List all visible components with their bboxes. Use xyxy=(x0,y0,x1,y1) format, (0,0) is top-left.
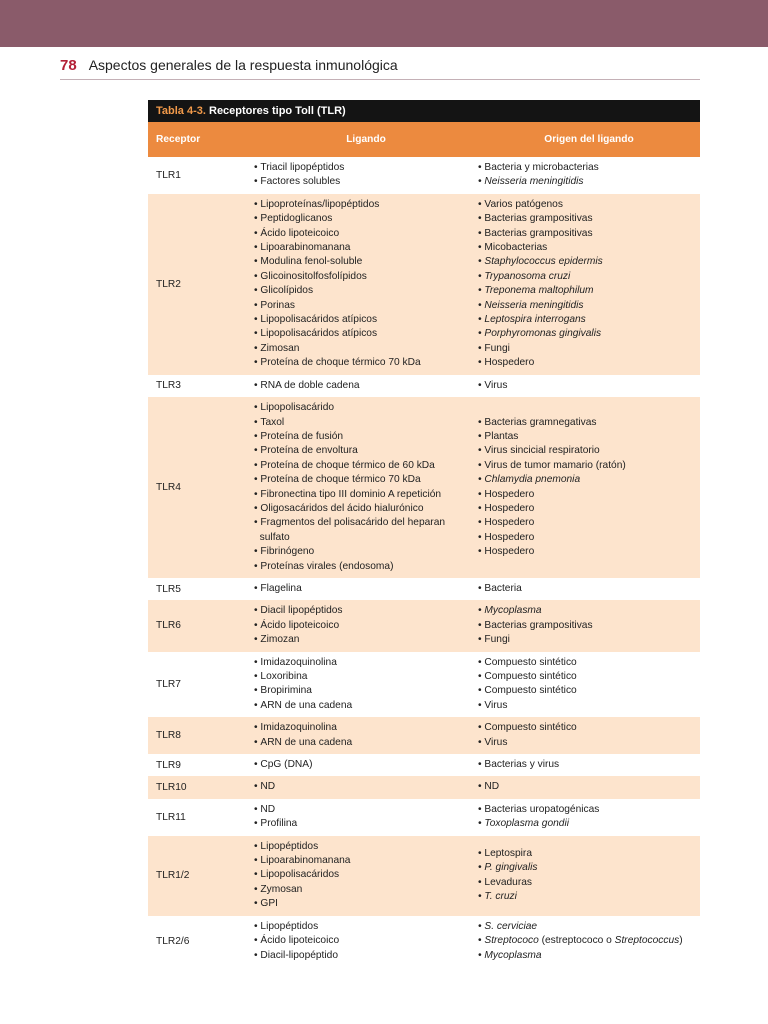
ligando-item: • Peptidoglicanos xyxy=(254,212,478,226)
receptor-cell: TLR10 xyxy=(148,776,254,798)
origen-cell xyxy=(478,375,700,397)
origen-item: • Bacterias uropatogénicas xyxy=(478,803,700,817)
ligando-item: • Proteína de fusión xyxy=(254,430,478,444)
origen-item: • Compuesto sintético xyxy=(478,684,700,698)
origen-item: • Levaduras xyxy=(478,876,700,890)
header-receptor: Receptor xyxy=(148,122,254,157)
origen-item: • Bacterias grampositivas xyxy=(478,227,700,241)
ligando-item: • Proteína de choque térmico 70 kDa xyxy=(254,473,478,487)
origen-item: • Bacterias grampositivas xyxy=(478,619,700,633)
receptor-cell: TLR1 xyxy=(148,157,254,194)
origen-item: • Hospedero xyxy=(478,356,700,370)
ligando-item: • Fragmentos del polisacárido del heparan xyxy=(254,516,478,530)
ligando-cell xyxy=(254,194,478,375)
table-row xyxy=(148,600,700,651)
origen-item: • Micobacterias xyxy=(478,241,700,255)
origen-item: • Virus sincicial respiratorio xyxy=(478,444,700,458)
origen-item: • Bacteria xyxy=(478,582,700,596)
origen-item: • Bacterias gramnegativas xyxy=(478,416,700,430)
origen-item: • Porphyromonas gingivalis xyxy=(478,327,700,341)
ligando-item: • Loxoribina xyxy=(254,670,478,684)
ligando-cell xyxy=(254,754,478,776)
ligando-item: • Triacil lipopéptidos xyxy=(254,161,478,175)
ligando-item: • Lipopolisacárido xyxy=(254,401,478,415)
origen-item: • Treponema maltophilum xyxy=(478,284,700,298)
ligando-cell xyxy=(254,916,478,967)
ligando-item: • ND xyxy=(254,780,478,794)
origen-item: • Chlamydia pnemonia xyxy=(478,473,700,487)
ligando-item: • Proteína de choque térmico 70 kDa xyxy=(254,356,478,370)
origen-item: • Plantas xyxy=(478,430,700,444)
ligando-item: • Lipoarabinomanana xyxy=(254,854,478,868)
ligando-item: • Lipoarabinomanana xyxy=(254,241,478,255)
ligando-cell xyxy=(254,375,478,397)
origen-item: • S. cerviciae xyxy=(478,920,700,934)
table-caption: Receptores tipo Toll (TLR) xyxy=(209,105,346,117)
origen-item: • Leptospira xyxy=(478,847,700,861)
ligando-item: • Imidazoquinolina xyxy=(254,721,478,735)
origen-item: • P. gingivalis xyxy=(478,861,700,875)
ligando-cell xyxy=(254,157,478,194)
tlr-table xyxy=(148,100,700,967)
origen-item: • Virus de tumor mamario (ratón) xyxy=(478,459,700,473)
receptor-cell: TLR3 xyxy=(148,375,254,397)
origen-item: • ND xyxy=(478,780,700,794)
origen-cell xyxy=(478,397,700,578)
origen-item: • T. cruzi xyxy=(478,890,700,904)
origen-item: • Hospedero xyxy=(478,516,700,530)
ligando-cell xyxy=(254,578,478,600)
origen-cell xyxy=(478,600,700,651)
table-row xyxy=(148,375,700,397)
table-label: Tabla 4-3. xyxy=(156,105,206,117)
ligando-cell xyxy=(254,776,478,798)
origen-item: • Leptospira interrogans xyxy=(478,313,700,327)
ligando-item: • Proteína de choque térmico de 60 kDa xyxy=(254,459,478,473)
origen-item: • Hospedero xyxy=(478,502,700,516)
ligando-item: • Ácido lipoteicoico xyxy=(254,227,478,241)
ligando-item: • Zimosan xyxy=(254,342,478,356)
origen-item: • Compuesto sintético xyxy=(478,721,700,735)
ligando-item: • Lipopéptidos xyxy=(254,920,478,934)
header-rule xyxy=(60,79,700,80)
receptor-cell: TLR5 xyxy=(148,578,254,600)
ligando-item: • Proteínas virales (endosoma) xyxy=(254,560,478,574)
origen-cell xyxy=(478,799,700,836)
table-row xyxy=(148,652,700,718)
ligando-item: • Bropirimina xyxy=(254,684,478,698)
ligando-item: • Glicolípidos xyxy=(254,284,478,298)
ligando-item: • ARN de una cadena xyxy=(254,699,478,713)
origen-item: • Compuesto sintético xyxy=(478,656,700,670)
ligando-item: • Diacil lipopéptidos xyxy=(254,604,478,618)
ligando-cell xyxy=(254,717,478,754)
receptor-cell: TLR4 xyxy=(148,397,254,578)
ligando-item: • Ácido lipoteicoico xyxy=(254,619,478,633)
ligando-item: • Zymosan xyxy=(254,883,478,897)
ligando-cell xyxy=(254,799,478,836)
ligando-item: • Flagelina xyxy=(254,582,478,596)
origen-item: • Trypanosoma cruzi xyxy=(478,270,700,284)
header-ligando: Ligando xyxy=(254,122,478,157)
ligando-cell xyxy=(254,836,478,916)
receptor-cell: TLR2 xyxy=(148,194,254,375)
table-header-row xyxy=(148,122,700,157)
ligando-item: • Lipopolisacáridos xyxy=(254,868,478,882)
ligando-item: • GPI xyxy=(254,897,478,911)
ligando-item: • Porinas xyxy=(254,299,478,313)
ligando-item: • Zimozan xyxy=(254,633,478,647)
ligando-item: • ARN de una cadena xyxy=(254,736,478,750)
origen-cell xyxy=(478,194,700,375)
origen-item: • Staphylococcus epidermis xyxy=(478,255,700,269)
origen-roman-part: ) xyxy=(679,935,683,947)
ligando-item: • Oligosacáridos del ácido hialurónico xyxy=(254,502,478,516)
page-number: 78 xyxy=(60,57,77,74)
ligando-item: • Lipopolisacáridos atípicos xyxy=(254,327,478,341)
ligando-cell xyxy=(254,652,478,718)
receptor-cell: TLR1/2 xyxy=(148,836,254,916)
receptor-cell: TLR9 xyxy=(148,754,254,776)
ligando-item: • Glicoinositolfosfolípidos xyxy=(254,270,478,284)
ligando-item: sulfato xyxy=(259,531,290,543)
origen-item xyxy=(478,934,700,948)
origen-item: • Virus xyxy=(478,736,700,750)
origen-italic-part: Streptococcus xyxy=(614,935,680,947)
origen-item: • Mycoplasma xyxy=(478,949,700,963)
origen-cell xyxy=(478,717,700,754)
ligando-item: • Taxol xyxy=(254,416,478,430)
ligando-item: • RNA de doble cadena xyxy=(254,379,478,393)
table-row xyxy=(148,717,700,754)
ligando-item: • Factores solubles xyxy=(254,175,478,189)
ligando-item: • Proteína de envoltura xyxy=(254,444,478,458)
running-head-title: Aspectos generales de la respuesta inmunológica xyxy=(88,57,398,73)
table-row xyxy=(148,157,700,194)
origen-item: • Neisseria meningitidis xyxy=(478,175,700,189)
origen-cell xyxy=(478,916,700,967)
origen-cell xyxy=(478,754,700,776)
table-row xyxy=(148,578,700,600)
origen-italic-part: Streptococo xyxy=(484,935,539,947)
ligando-item: • Fibrinógeno xyxy=(254,545,478,559)
ligando-item: • Ácido lipoteicoico xyxy=(254,934,478,948)
table-row xyxy=(148,916,700,967)
origen-item: • Compuesto sintético xyxy=(478,670,700,684)
origen-cell xyxy=(478,578,700,600)
table-title-bar xyxy=(148,100,700,122)
origen-item: • Neisseria meningitidis xyxy=(478,299,700,313)
receptor-cell: TLR8 xyxy=(148,717,254,754)
origen-cell xyxy=(478,776,700,798)
ligando-item: • Lipoproteínas/lipopéptidos xyxy=(254,198,478,212)
origen-item: • Hospedero xyxy=(478,531,700,545)
table-row xyxy=(148,194,700,375)
table-row xyxy=(148,754,700,776)
origen-item: • Hospedero xyxy=(478,545,700,559)
origen-cell xyxy=(478,836,700,916)
ligando-item: • Profilina xyxy=(254,817,478,831)
origen-item: • Hospedero xyxy=(478,488,700,502)
origen-item: • Fungi xyxy=(478,633,700,647)
origen-item: • Virus xyxy=(478,699,700,713)
origen-cell xyxy=(478,157,700,194)
receptor-cell: TLR6 xyxy=(148,600,254,651)
origen-item: • Mycoplasma xyxy=(478,604,700,618)
running-head xyxy=(60,57,398,74)
origen-roman-part: (estreptococo o xyxy=(538,935,615,947)
ligando-item: • Lipopolisacáridos atípicos xyxy=(254,313,478,327)
origen-item: • Fungi xyxy=(478,342,700,356)
ligando-item: • CpG (DNA) xyxy=(254,758,478,772)
ligando-item: • Lipopéptidos xyxy=(254,840,478,854)
ligando-item: • ND xyxy=(254,803,478,817)
table-row xyxy=(148,776,700,798)
header-origen: Origen del ligando xyxy=(478,122,700,157)
ligando-cell xyxy=(254,397,478,578)
top-color-band xyxy=(0,0,768,47)
origen-item: • Bacterias grampositivas xyxy=(478,212,700,226)
ligando-item: • Fibronectina tipo III dominio A repetición xyxy=(254,488,478,502)
receptor-cell: TLR11 xyxy=(148,799,254,836)
origen-item: • Varios patógenos xyxy=(478,198,700,212)
table-row xyxy=(148,799,700,836)
receptor-cell: TLR7 xyxy=(148,652,254,718)
ligando-item: • Diacil-lipopéptido xyxy=(254,949,478,963)
origen-item: • Virus xyxy=(478,379,700,393)
origen-cell xyxy=(478,652,700,718)
origen-item: • Toxoplasma gondii xyxy=(478,817,700,831)
receptor-cell: TLR2/6 xyxy=(148,916,254,967)
table-row xyxy=(148,836,700,916)
ligando-item: • Modulina fenol-soluble xyxy=(254,255,478,269)
table-row xyxy=(148,397,700,578)
ligando-item: • Imidazoquinolina xyxy=(254,656,478,670)
ligando-cell xyxy=(254,600,478,651)
origen-item: • Bacteria y microbacterias xyxy=(478,161,700,175)
origen-item: • Bacterias y virus xyxy=(478,758,700,772)
